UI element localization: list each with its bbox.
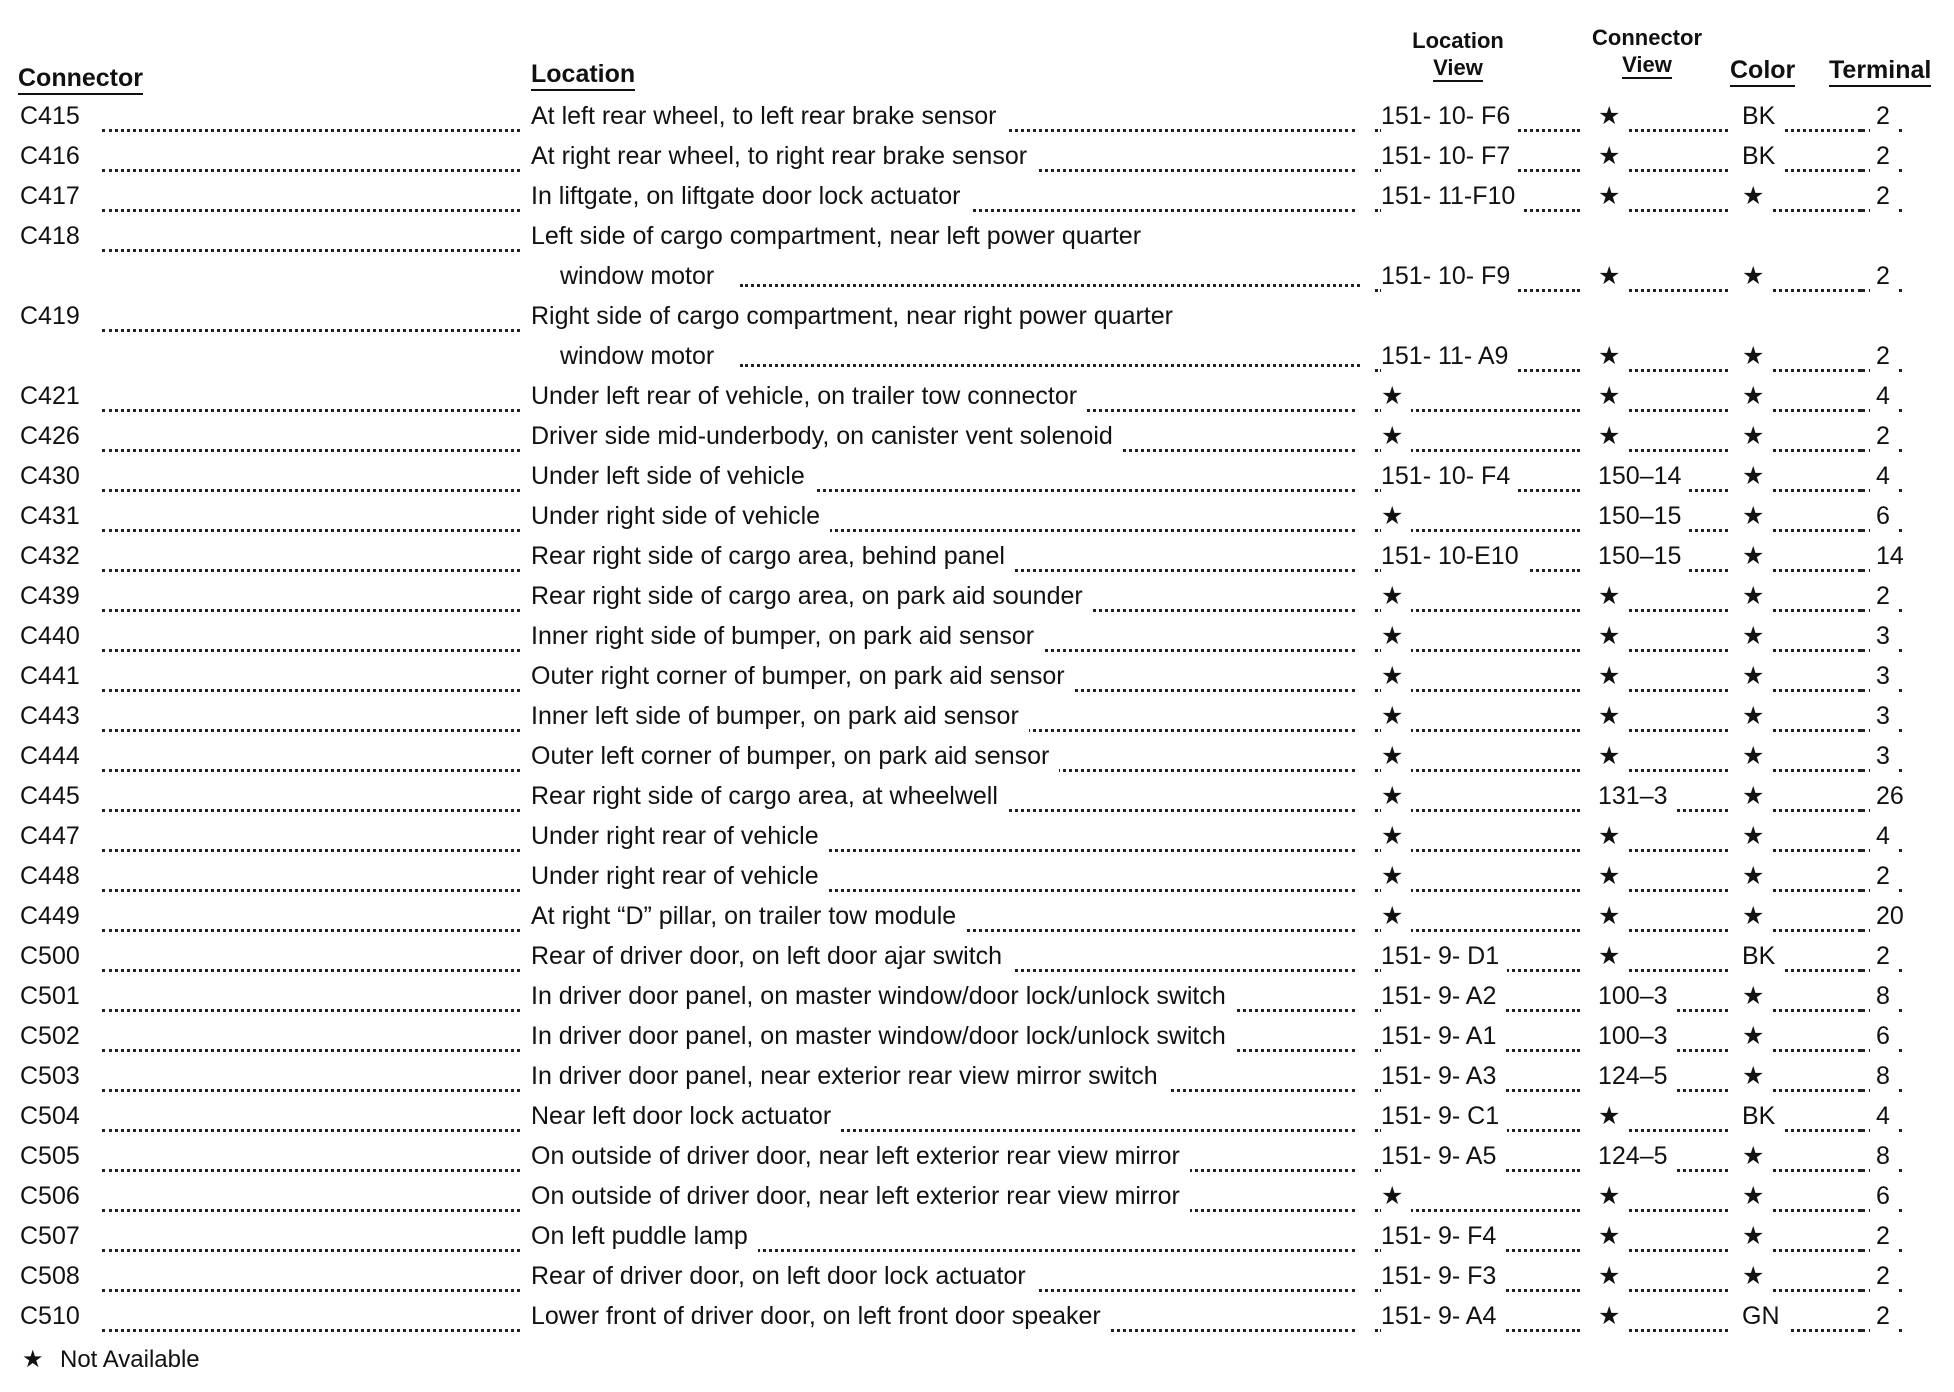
color-value: ★ <box>1742 1180 1772 1212</box>
header-connector-view: Connector View <box>1592 25 1702 77</box>
color-value: ★ <box>1742 260 1772 292</box>
dot-leader <box>102 329 520 332</box>
terminal-value: 2 <box>1870 100 1898 132</box>
location-text: Inner left side of bumper, on park aid sensor <box>531 700 1029 732</box>
location-view-value: ★ <box>1381 500 1411 532</box>
table-row <box>0 1060 1954 1100</box>
row-values <box>0 860 1954 900</box>
row-values <box>0 180 1954 220</box>
connector-view-value: 100–3 <box>1598 980 1676 1012</box>
table-row <box>0 300 1954 370</box>
row-values <box>0 700 1954 740</box>
location-text: Lower front of driver door, on left front door speaker <box>531 1300 1111 1332</box>
terminal-value: 2 <box>1870 340 1898 372</box>
location-text: Rear of driver door, on left door ajar switch <box>531 940 1012 972</box>
connector-view-value: ★ <box>1598 940 1628 972</box>
table-row <box>0 900 1954 940</box>
connector-id: C508 <box>20 1260 88 1292</box>
location-text: At left rear wheel, to left rear brake sensor <box>531 100 1007 132</box>
location-text: Under right side of vehicle <box>531 500 830 532</box>
connector-id: C431 <box>20 500 88 532</box>
location-text: Under left side of vehicle <box>531 460 815 492</box>
color-value: ★ <box>1742 860 1772 892</box>
header-color: Color <box>1730 56 1795 85</box>
location-text: Rear right side of cargo area, on park aid sounder <box>531 580 1093 612</box>
row-values <box>0 420 1954 460</box>
connector-view-value: 124–5 <box>1598 1060 1676 1092</box>
location-view-value: 151- 9- D1 <box>1381 940 1507 972</box>
color-value: ★ <box>1742 620 1772 652</box>
connector-view-value: ★ <box>1598 620 1628 652</box>
table-row <box>0 1300 1954 1340</box>
table-row <box>0 980 1954 1020</box>
table-row <box>0 580 1954 620</box>
row-values <box>0 1180 1954 1220</box>
table-row <box>0 420 1954 460</box>
row-values <box>0 740 1954 780</box>
color-value: BK <box>1742 140 1783 172</box>
table-row <box>0 1180 1954 1220</box>
location-view-value: 151- 10- F4 <box>1381 460 1518 492</box>
table-row <box>0 180 1954 220</box>
location-text: Left side of cargo compartment, near left power quarter <box>531 222 1142 250</box>
location-text: Under right rear of vehicle <box>531 820 829 852</box>
table-row <box>0 1260 1954 1300</box>
table-row <box>0 500 1954 540</box>
location-view-value: 151- 10-E10 <box>1381 540 1527 572</box>
location-view-value: 151- 9- F4 <box>1381 1220 1504 1252</box>
location-text: Under right rear of vehicle <box>531 860 829 892</box>
terminal-value: 20 <box>1870 900 1912 932</box>
location-view-value: 151- 9- C1 <box>1381 1100 1507 1132</box>
row-values <box>0 380 1954 420</box>
connector-view-value: ★ <box>1598 1260 1628 1292</box>
terminal-value: 2 <box>1870 1220 1898 1252</box>
connector-id: C504 <box>20 1100 88 1132</box>
location-view-value: ★ <box>1381 700 1411 732</box>
location-text: In driver door panel, on master window/door lock/unlock switch <box>531 1020 1236 1052</box>
connector-id: C426 <box>20 420 88 452</box>
terminal-value: 8 <box>1870 1060 1898 1092</box>
connector-view-value: ★ <box>1598 1220 1628 1252</box>
color-value: ★ <box>1742 780 1772 812</box>
connector-id: C421 <box>20 380 88 412</box>
color-value: ★ <box>1742 180 1772 212</box>
connector-id: C505 <box>20 1140 88 1172</box>
header-terminal: Terminal <box>1829 56 1931 85</box>
row-values <box>0 660 1954 700</box>
connector-view-value: 131–3 <box>1598 780 1676 812</box>
connector-view-value: ★ <box>1598 260 1628 292</box>
terminal-value: 4 <box>1870 820 1898 852</box>
row-values <box>0 1020 1954 1060</box>
connector-id: C502 <box>20 1020 88 1052</box>
connector-id: C439 <box>20 580 88 612</box>
connector-id: C432 <box>20 540 88 572</box>
location-view-value: ★ <box>1381 860 1411 892</box>
connector-id: C444 <box>20 740 88 772</box>
location-text: Right side of cargo compartment, near right power quarter <box>531 302 1173 330</box>
location-text: On outside of driver door, near left exterior rear view mirror <box>531 1180 1190 1212</box>
connector-view-value: ★ <box>1598 740 1628 772</box>
location-view-value: ★ <box>1381 620 1411 652</box>
table-row <box>0 460 1954 500</box>
row-values <box>0 460 1954 500</box>
location-view-value: ★ <box>1381 780 1411 812</box>
connector-view-value: ★ <box>1598 900 1628 932</box>
table-row <box>0 860 1954 900</box>
row-values <box>0 900 1954 940</box>
row-values <box>0 780 1954 820</box>
connector-view-value: ★ <box>1598 1180 1628 1212</box>
table-row <box>0 740 1954 780</box>
terminal-value: 14 <box>1870 540 1912 572</box>
location-view-value: 151- 11-F10 <box>1381 180 1523 212</box>
table-row <box>0 380 1954 420</box>
connector-id: C441 <box>20 660 88 692</box>
location-text: Near left door lock actuator <box>531 1100 841 1132</box>
terminal-value: 3 <box>1870 620 1898 652</box>
connector-view-value: 150–15 <box>1598 540 1689 572</box>
connector-id: C417 <box>20 180 88 212</box>
table-row <box>0 940 1954 980</box>
color-value: ★ <box>1742 540 1772 572</box>
row-values <box>0 1220 1954 1260</box>
location-text: At right rear wheel, to right rear brake sensor <box>531 140 1037 172</box>
connector-view-value: 150–14 <box>1598 460 1689 492</box>
color-value: ★ <box>1742 500 1772 532</box>
connector-view-value: 124–5 <box>1598 1140 1676 1172</box>
connector-view-value: ★ <box>1598 180 1628 212</box>
row-values <box>0 1100 1954 1140</box>
connector-view-value: 100–3 <box>1598 1020 1676 1052</box>
terminal-value: 2 <box>1870 940 1898 972</box>
color-value: ★ <box>1742 900 1772 932</box>
color-value: ★ <box>1742 380 1772 412</box>
row-values <box>0 500 1954 540</box>
color-value: ★ <box>1742 700 1772 732</box>
connector-view-value: ★ <box>1598 100 1628 132</box>
terminal-value: 8 <box>1870 980 1898 1012</box>
terminal-value: 2 <box>1870 860 1898 892</box>
table-row <box>0 1100 1954 1140</box>
connector-id: C503 <box>20 1060 88 1092</box>
terminal-value: 2 <box>1870 580 1898 612</box>
location-view-value: 151- 10- F6 <box>1381 100 1518 132</box>
terminal-value: 4 <box>1870 1100 1898 1132</box>
table-row <box>0 100 1954 140</box>
location-text: Outer right corner of bumper, on park aid sensor <box>531 660 1075 692</box>
connector-id: C447 <box>20 820 88 852</box>
location-text: On outside of driver door, near left exterior rear view mirror <box>531 1140 1190 1172</box>
location-view-value: 151- 10- F7 <box>1381 140 1518 172</box>
row-values <box>0 1300 1954 1340</box>
location-view-value: ★ <box>1381 380 1411 412</box>
table-row <box>0 780 1954 820</box>
row-values <box>0 540 1954 580</box>
connector-view-value: ★ <box>1598 140 1628 172</box>
row-values <box>0 940 1954 980</box>
location-view-value: 151- 9- A5 <box>1381 1140 1504 1172</box>
row-values <box>0 1060 1954 1100</box>
connector-view-value: ★ <box>1598 860 1628 892</box>
header-location-view: Location View <box>1412 28 1504 80</box>
terminal-value: 3 <box>1870 660 1898 692</box>
row-values <box>0 260 1954 300</box>
color-value: ★ <box>1742 1060 1772 1092</box>
legend-text: Not Available <box>60 1346 200 1373</box>
terminal-value: 6 <box>1870 1020 1898 1052</box>
location-text: Driver side mid-underbody, on canister vent solenoid <box>531 420 1123 452</box>
color-value: BK <box>1742 100 1783 132</box>
connector-view-value: ★ <box>1598 820 1628 852</box>
connector-id: C415 <box>20 100 88 132</box>
color-value: ★ <box>1742 340 1772 372</box>
color-value: ★ <box>1742 740 1772 772</box>
header-location: Location <box>531 60 635 89</box>
location-text-continued: window motor <box>560 342 715 370</box>
color-value: ★ <box>1742 1020 1772 1052</box>
connector-id: C500 <box>20 940 88 972</box>
terminal-value: 2 <box>1870 180 1898 212</box>
connector-id: C443 <box>20 700 88 732</box>
connector-id: C419 <box>20 300 88 332</box>
connector-id: C416 <box>20 140 88 172</box>
terminal-value: 6 <box>1870 500 1898 532</box>
connector-view-value: ★ <box>1598 340 1628 372</box>
connector-id: C510 <box>20 1300 88 1332</box>
location-text: Under left rear of vehicle, on trailer tow connector <box>531 380 1087 412</box>
terminal-value: 2 <box>1870 260 1898 292</box>
row-values <box>0 340 1954 380</box>
connector-view-value: ★ <box>1598 580 1628 612</box>
row-values <box>0 820 1954 860</box>
location-text-continued: window motor <box>560 262 715 290</box>
location-view-value: ★ <box>1381 580 1411 612</box>
color-value: BK <box>1742 1100 1783 1132</box>
table-row <box>0 1140 1954 1180</box>
terminal-value: 2 <box>1870 1260 1898 1292</box>
connector-view-value: ★ <box>1598 1100 1628 1132</box>
location-text: In driver door panel, near exterior rear view mirror switch <box>531 1060 1168 1092</box>
connector-id: C507 <box>20 1220 88 1252</box>
connector-view-value: ★ <box>1598 380 1628 412</box>
connector-id: C506 <box>20 1180 88 1212</box>
color-value: ★ <box>1742 980 1772 1012</box>
connector-id: C448 <box>20 860 88 892</box>
location-text: Inner right side of bumper, on park aid sensor <box>531 620 1044 652</box>
row-values <box>0 580 1954 620</box>
table-row <box>0 700 1954 740</box>
connector-id: C418 <box>20 220 88 252</box>
connector-id: C440 <box>20 620 88 652</box>
row-values <box>0 980 1954 1020</box>
connector-id: C445 <box>20 780 88 812</box>
location-text: In driver door panel, on master window/door lock/unlock switch <box>531 980 1236 1012</box>
table-row <box>0 220 1954 290</box>
terminal-value: 2 <box>1870 1300 1898 1332</box>
connector-id: C449 <box>20 900 88 932</box>
connector-id: C430 <box>20 460 88 492</box>
connector-view-value: ★ <box>1598 700 1628 732</box>
terminal-value: 26 <box>1870 780 1912 812</box>
location-view-value: ★ <box>1381 1180 1411 1212</box>
row-values <box>0 1260 1954 1300</box>
terminal-value: 3 <box>1870 700 1898 732</box>
color-value: ★ <box>1742 420 1772 452</box>
location-view-value: ★ <box>1381 740 1411 772</box>
location-view-value: ★ <box>1381 900 1411 932</box>
color-value: ★ <box>1742 1260 1772 1292</box>
color-value: ★ <box>1742 1140 1772 1172</box>
terminal-value: 4 <box>1870 380 1898 412</box>
table-row <box>0 540 1954 580</box>
table-row <box>0 660 1954 700</box>
table-row <box>0 1220 1954 1260</box>
color-value: ★ <box>1742 660 1772 692</box>
location-view-value: ★ <box>1381 660 1411 692</box>
table-row <box>0 140 1954 180</box>
color-value: GN <box>1742 1300 1788 1332</box>
connector-view-value: ★ <box>1598 420 1628 452</box>
table-row <box>0 820 1954 860</box>
terminal-value: 2 <box>1870 140 1898 172</box>
terminal-value: 8 <box>1870 1140 1898 1172</box>
terminal-value: 3 <box>1870 740 1898 772</box>
connector-id: C501 <box>20 980 88 1012</box>
terminal-value: 2 <box>1870 420 1898 452</box>
location-text: Rear right side of cargo area, at wheelwell <box>531 780 1008 812</box>
row-values <box>0 1140 1954 1180</box>
row-values <box>0 100 1954 140</box>
location-view-value: ★ <box>1381 820 1411 852</box>
location-view-value: 151- 9- F3 <box>1381 1260 1504 1292</box>
location-view-value: 151- 9- A1 <box>1381 1020 1504 1052</box>
location-text: At right “D” pillar, on trailer tow module <box>531 900 966 932</box>
location-view-value: 151- 11- A9 <box>1381 340 1516 372</box>
location-view-value: 151- 9- A3 <box>1381 1060 1504 1092</box>
location-text: In liftgate, on liftgate door lock actuator <box>531 180 970 212</box>
terminal-value: 4 <box>1870 460 1898 492</box>
location-view-value: ★ <box>1381 420 1411 452</box>
location-text: Outer left corner of bumper, on park aid sensor <box>531 740 1059 772</box>
color-value: BK <box>1742 940 1783 972</box>
location-view-value: 151- 9- A2 <box>1381 980 1504 1012</box>
row-values <box>0 140 1954 180</box>
color-value: ★ <box>1742 1220 1772 1252</box>
terminal-value: 6 <box>1870 1180 1898 1212</box>
dot-leader <box>102 249 520 252</box>
header-connector: Connector <box>18 64 143 93</box>
connector-view-value: ★ <box>1598 1300 1628 1332</box>
location-text: Rear right side of cargo area, behind panel <box>531 540 1015 572</box>
table-row <box>0 1020 1954 1060</box>
location-view-value: 151- 10- F9 <box>1381 260 1518 292</box>
legend <box>22 1344 200 1376</box>
connector-view-value: ★ <box>1598 660 1628 692</box>
color-value: ★ <box>1742 580 1772 612</box>
row-values <box>0 620 1954 660</box>
color-value: ★ <box>1742 820 1772 852</box>
color-value: ★ <box>1742 460 1772 492</box>
location-view-value: 151- 9- A4 <box>1381 1300 1504 1332</box>
table-row <box>0 620 1954 660</box>
location-text: Rear of driver door, on left door lock actuator <box>531 1260 1036 1292</box>
connector-view-value: 150–15 <box>1598 500 1689 532</box>
star-icon: ★ <box>22 1346 44 1373</box>
location-text: On left puddle lamp <box>531 1220 758 1252</box>
